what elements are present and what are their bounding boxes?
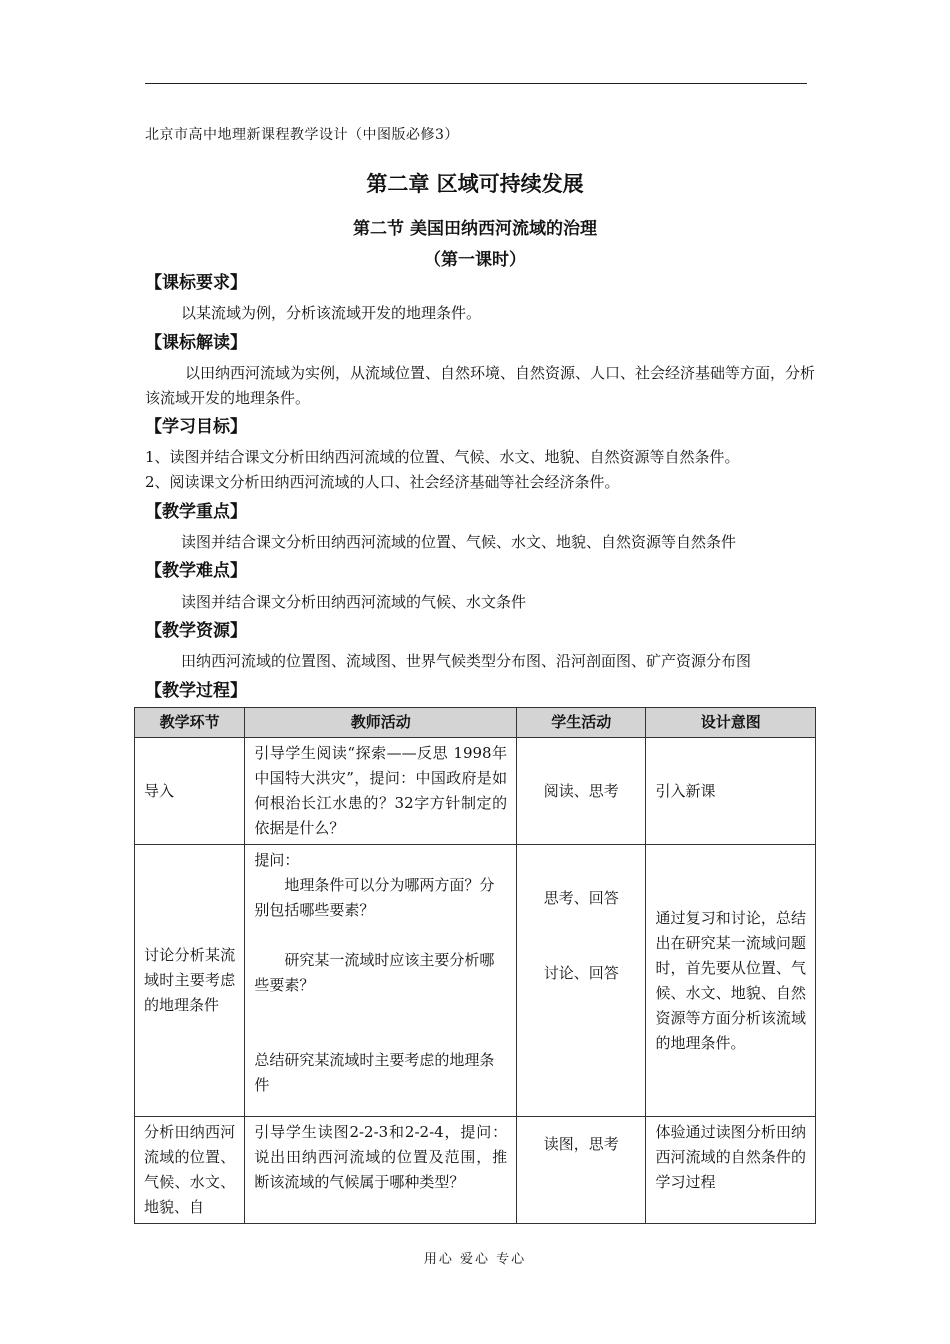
goal-item-1: 1、读图并结合课文分析田纳西河流域的位置、气候、水文、地貌、自然资源等自然条件。 bbox=[145, 448, 740, 466]
chapter-title: 第二章 区域可持续发展 bbox=[366, 171, 584, 196]
header-rule bbox=[145, 83, 807, 84]
table-row bbox=[135, 845, 816, 1117]
student-cell bbox=[517, 738, 646, 845]
teacher-text: 引导学生阅读“探索——反思 1998年中国特大洪灾”，提问：中国政府是如何根治长江水患的？32字方针制定的依据是什么？ bbox=[254, 744, 508, 837]
heading-resources: 【教学资源】 bbox=[145, 621, 247, 641]
interpretation-text: 以田纳西河流域为实例，从流域位置、自然环境、自然资源、人口、社会经济基础等方面，分析该流域开发的地理条件。 bbox=[145, 364, 816, 407]
col-header-stage: 教学环节 bbox=[135, 708, 245, 738]
teacher-cell bbox=[245, 845, 517, 1117]
heading-difficulty: 【教学难点】 bbox=[145, 561, 247, 581]
teacher-text: 引导学生读图2-2-3和2-2-4，提问：说出田纳西河流域的位置及范围，推断该流域的气候属于哪种类型？ bbox=[254, 1123, 508, 1191]
teacher-text: 地理条件可以分为哪两方面？分别包括哪些要素？ bbox=[254, 876, 495, 919]
student-text: 讨论、回答 bbox=[543, 964, 619, 982]
heading-interpretation: 【课标解读】 bbox=[145, 333, 247, 353]
table-header-row bbox=[135, 708, 816, 738]
table-row bbox=[135, 738, 816, 845]
resources-text: 田纳西河流域的位置图、流域图、世界气候类型分布图、沿河剖面图、矿产资源分布图 bbox=[181, 652, 752, 670]
col-header-student: 学生活动 bbox=[517, 708, 646, 738]
student-text: 阅读、思考 bbox=[543, 781, 619, 800]
student-text: 思考、回答 bbox=[543, 889, 619, 907]
student-cell bbox=[517, 845, 646, 1117]
intent-cell: 通过复习和讨论，总结出在研究某一流域问题时，首先要从位置、气候、水文、地貌、自然资源等方面分析该流域的地理条件。 bbox=[646, 845, 816, 1117]
heading-process: 【教学过程】 bbox=[145, 681, 247, 701]
heading-goals: 【学习目标】 bbox=[145, 417, 247, 437]
student-text: 读图，思考 bbox=[543, 1135, 619, 1153]
process-table bbox=[134, 707, 816, 1224]
focus-text: 读图并结合课文分析田纳西河流域的位置、气候、水文、地貌、自然资源等自然条件 bbox=[181, 533, 737, 551]
col-header-teacher: 教师活动 bbox=[245, 708, 517, 738]
table-row bbox=[135, 1117, 816, 1224]
stage-cell: 讨论分析某流域时主要考虑的地理条件 bbox=[135, 845, 245, 1117]
teacher-text: 提问： bbox=[254, 851, 300, 869]
difficulty-text: 读图并结合课文分析田纳西河流域的气候、水文条件 bbox=[181, 593, 527, 611]
col-header-intent: 设计意图 bbox=[646, 708, 816, 738]
standard-text: 以某流域为例，分析该流域开发的地理条件。 bbox=[181, 304, 482, 322]
period-label: （第一课时） bbox=[424, 250, 526, 270]
student-cell bbox=[517, 1117, 646, 1224]
teacher-cell bbox=[245, 738, 517, 845]
teacher-cell bbox=[245, 1117, 517, 1224]
page-footer: 用心 爱心 专心 bbox=[423, 1252, 527, 1267]
stage-cell: 分析田纳西河流域的位置、气候、水文、地貌、自 bbox=[135, 1117, 245, 1224]
goal-item-2: 2、阅读课文分析田纳西河流域的人口、社会经济基础等社会经济条件。 bbox=[145, 473, 620, 491]
section-title: 第二节 美国田纳西河流域的治理 bbox=[353, 219, 597, 239]
intent-cell: 体验通过读图分析田纳西河流域的自然条件的学习过程 bbox=[646, 1117, 816, 1224]
intent-cell: 引入新课 bbox=[646, 738, 816, 845]
series-title: 北京市高中地理新课程教学设计（中图版必修3） bbox=[145, 127, 459, 143]
heading-focus: 【教学重点】 bbox=[145, 502, 247, 522]
teacher-text: 研究某一流域时应该主要分析哪些要素？ bbox=[254, 951, 495, 994]
teacher-text: 总结研究某流域时主要考虑的地理条件 bbox=[254, 1051, 495, 1094]
stage-cell: 导入 bbox=[135, 738, 245, 845]
heading-standard: 【课标要求】 bbox=[145, 273, 247, 293]
